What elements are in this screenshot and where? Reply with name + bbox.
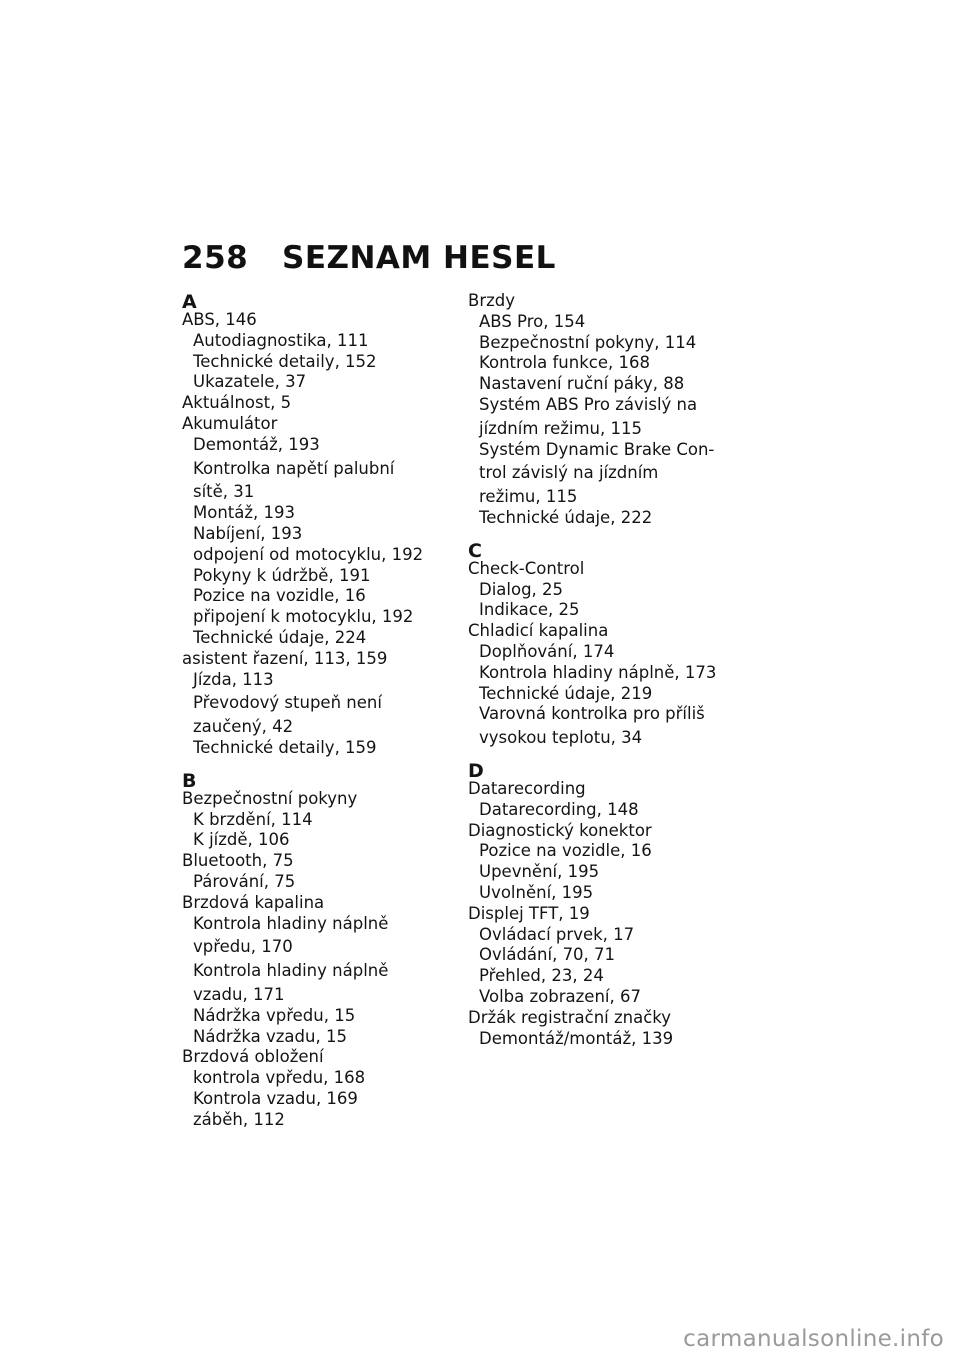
index-subentry: Kontrola hladiny náplně — [193, 961, 389, 981]
index-subentry: trol závislý na jízdním — [479, 463, 659, 483]
index-subentry: Nádržka vzadu, 15 — [193, 1026, 347, 1046]
index-subentry: Volba zobrazení, 67 — [479, 986, 641, 1006]
index-subentry: Technické údaje, 219 — [479, 683, 653, 703]
index-subentry: Kontrola funkce, 168 — [479, 353, 650, 373]
index-subentry: Jízda, 113 — [193, 669, 274, 689]
index-subentry: Systém Dynamic Brake Con- — [479, 439, 715, 459]
index-subentry: Kontrolka napětí palubní — [193, 458, 395, 478]
index-subentry: Autodiagnostika, 111 — [193, 330, 369, 350]
index-subentry: kontrola vpředu, 168 — [193, 1068, 366, 1088]
index-subentry: Ukazatele, 37 — [193, 372, 307, 392]
index-subentry: vzadu, 171 — [193, 984, 285, 1004]
index-entry: Brzdy — [468, 291, 516, 310]
index-column-left — [182, 291, 457, 1130]
index-subentry: zaučený, 42 — [193, 717, 294, 737]
index-subentry: Demontáž, 193 — [193, 434, 320, 454]
index-entry: Check-Control — [468, 558, 585, 578]
index-subentry: sítě, 31 — [193, 482, 255, 502]
index-subentry: Datarecording, 148 — [479, 799, 639, 819]
index-subentry: záběh, 112 — [193, 1109, 285, 1129]
index-column-right — [468, 291, 743, 1049]
index-subentry: Technické detaily, 152 — [193, 351, 377, 371]
index-subentry: Nastavení ruční páky, 88 — [479, 374, 685, 394]
index-subentry: Ovládání, 70, 71 — [479, 945, 616, 965]
index-subentry: Dialog, 25 — [479, 579, 564, 599]
index-subentry: K jízdě, 106 — [193, 830, 290, 850]
index-subentry: Demontáž/montáž, 139 — [479, 1028, 674, 1048]
index-entry: Chladicí kapalina — [468, 621, 609, 641]
index-subentry: Bezpečnostní pokyny, 114 — [479, 332, 697, 352]
index-entry: Brzdová obložení — [182, 1047, 324, 1067]
index-subentry: Přehled, 23, 24 — [479, 966, 604, 986]
index-subentry: Montáž, 193 — [193, 503, 296, 523]
index-entry: Displej TFT, 19 — [468, 903, 590, 923]
index-subentry: Technické údaje, 222 — [479, 507, 653, 527]
index-subentry: Kontrola hladiny náplně — [193, 913, 389, 933]
index-subentry: jízdním režimu, 115 — [479, 418, 642, 438]
index-subentry: Technické údaje, 224 — [193, 627, 367, 647]
index-entry: Bezpečnostní pokyny — [182, 788, 358, 808]
page-header — [182, 240, 556, 276]
index-entry: Datarecording — [468, 778, 586, 798]
index-entry: Diagnostický konektor — [468, 820, 652, 840]
index-entry: Bluetooth, 75 — [182, 851, 294, 871]
section-letter-b: B — [182, 769, 197, 792]
index-subentry: vpředu, 170 — [193, 937, 293, 957]
page-number: 258 — [182, 240, 249, 276]
index-subentry: Doplňování, 174 — [479, 641, 615, 661]
section-letter-c: C — [468, 539, 482, 562]
index-subentry: Kontrola hladiny náplně, 173 — [479, 662, 717, 682]
index-subentry: Nabíjení, 193 — [193, 523, 303, 543]
index-subentry: Technické detaily, 159 — [193, 737, 377, 757]
index-subentry: K brzdění, 114 — [193, 809, 313, 829]
index-subentry: ABS Pro, 154 — [479, 311, 586, 331]
section-letter-a: A — [182, 291, 197, 313]
index-entry: Brzdová kapalina — [182, 892, 325, 912]
index-subentry: Indikace, 25 — [479, 600, 580, 620]
index-subentry: Pozice na vozidle, 16 — [193, 586, 366, 606]
index-entry: Aktuálnost, 5 — [182, 393, 292, 413]
index-subentry: Pozice na vozidle, 16 — [479, 841, 652, 861]
index-entry: asistent řazení, 113, 159 — [182, 648, 388, 668]
index-subentry: vysokou teplotu, 34 — [479, 728, 643, 748]
index-subentry: Převodový stupeň není — [193, 693, 382, 713]
index-subentry: Kontrola vzadu, 169 — [193, 1088, 358, 1108]
watermark: carmanualsonline.info — [683, 1326, 944, 1352]
index-subentry: Párování, 75 — [193, 871, 296, 891]
index-subentry: připojení k motocyklu, 192 — [193, 607, 414, 627]
index-subentry: Upevnění, 195 — [479, 862, 600, 882]
index-subentry: režimu, 115 — [479, 487, 578, 507]
page-title: SEZNAM HESEL — [282, 240, 556, 276]
index-subentry: Uvolnění, 195 — [479, 882, 594, 902]
index-subentry: Ovládací prvek, 17 — [479, 924, 635, 944]
index-subentry: Pokyny k údržbě, 191 — [193, 565, 371, 585]
section-letter-d: D — [468, 759, 484, 782]
index-subentry: Varovná kontrolka pro příliš — [479, 704, 705, 724]
index-subentry: odpojení od motocyklu, 192 — [193, 544, 424, 564]
index-entry: ABS, 146 — [182, 310, 257, 329]
index-subentry: Nádržka vpředu, 15 — [193, 1005, 356, 1025]
index-subentry: Systém ABS Pro závislý na — [479, 394, 698, 414]
index-entry: Akumulátor — [182, 413, 278, 433]
index-entry: Držák registrační značky — [468, 1007, 672, 1027]
